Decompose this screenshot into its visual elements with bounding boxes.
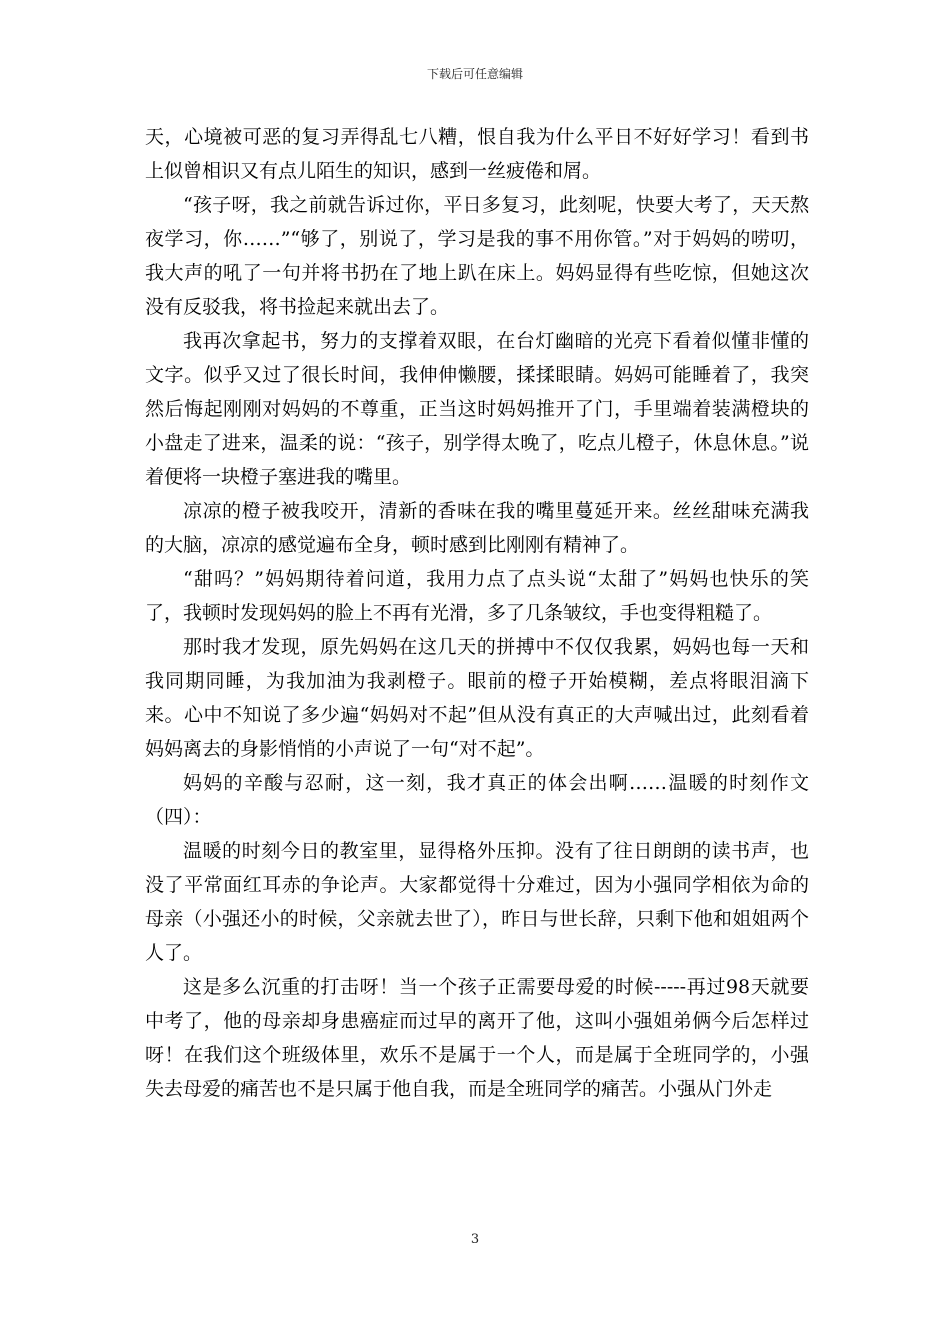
paragraph-1: 天，心境被可恶的复习弄得乱七八糟，恨自我为什么平日不好好学习！看到书上似曾相识又有点儿陌生的知识，感到一丝疲倦和屑。: [145, 126, 809, 182]
page-number: 3: [470, 1232, 480, 1247]
paragraph-4: 凉凉的橙子被我咬开，清新的香味在我的嘴里蔓延开来。丝丝甜味充满我的大脑，凉凉的感觉遍布全身，顿时感到比刚刚有精神了。: [145, 500, 809, 556]
paragraph-7: 妈妈的辛酸与忍耐，这一刻，我才真正的体会出啊……温暖的时刻作文（四）：: [145, 772, 809, 828]
paragraph-8: 温暖的时刻今日的教室里，显得格外压抑。没有了往日朗朗的读书声，也没了平常面红耳赤的争论声。大家都觉得十分难过，因为小强同学相依为命的母亲（小强还小的时候，父亲就去世了），昨日与世长辞，只剩下他和姐姐两个人了。: [145, 840, 809, 964]
page-header: 下载后可任意编辑: [426, 67, 523, 81]
paragraph-3: 我再次拿起书，努力的支撑着双眼，在台灯幽暗的光亮下看着似懂非懂的文字。似乎又过了很长时间，我伸伸懒腰，揉揉眼睛。妈妈可能睡着了，我突然后悔起刚刚对妈妈的不尊重，正当这时妈妈推开了门，手里端着装满橙块的小盘走了进来，温柔的说：“孩子，别学得太晚了，吃点儿橙子，休息休息。”说着便将一块橙子塞进我的嘴里。: [145, 330, 809, 488]
paragraph-9: 这是多么沉重的打击呀！当一个孩子正需要母爱的时候-----再过98天就要中考了，他的母亲却身患癌症而过早的离开了他，这叫小强姐弟俩今后怎样过呀！在我们这个班级体里，欢乐不是属于一个人，而是属于全班同学的，小强失去母爱的痛苦也不是只属于他自我，而是全班同学的痛苦。小强从门外走: [145, 976, 809, 1100]
document-body: [145, 120, 809, 1106]
paragraph-5: “甜吗？”妈妈期待着问道，我用力点了点头说“太甜了”妈妈也快乐的笑了，我顿时发现妈妈的脸上不再有光滑，多了几条皱纹，手也变得粗糙了。: [145, 568, 809, 624]
paragraph-2: “孩子呀，我之前就告诉过你，平日多复习，此刻呢，快要大考了，天天熬夜学习，你……”“够了，别说了，学习是我的事不用你管。”对于妈妈的唠叨，我大声的吼了一句并将书扔在了地上趴在床上。妈妈显得有些吃惊，但她这次没有反驳我，将书捡起来就出去了。: [145, 194, 809, 318]
paragraph-6: 那时我才发现，原先妈妈在这几天的拼搏中不仅仅我累，妈妈也每一天和我同期同睡，为我加油为我剥橙子。眼前的橙子开始模糊，差点将眼泪滴下来。心中不知说了多少遍“妈妈对不起”但从没有真正的大声喊出过，此刻看着妈妈离去的身影悄悄的小声说了一句“对不起”。: [145, 636, 809, 760]
